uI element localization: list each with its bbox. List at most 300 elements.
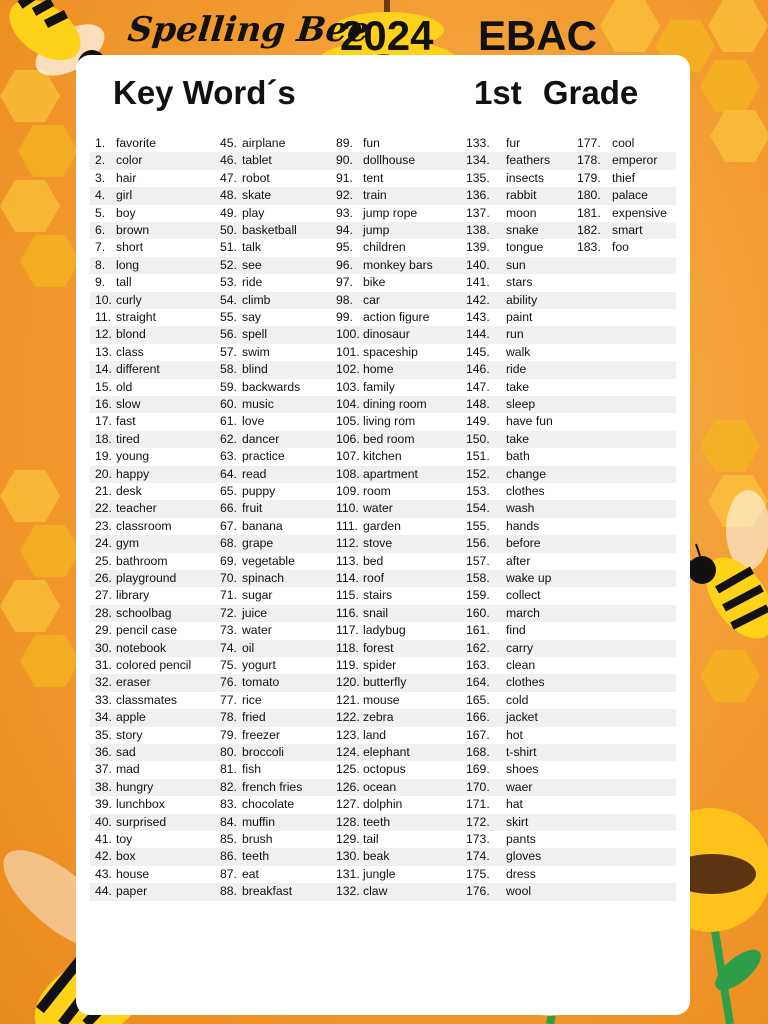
- word-number: 115.: [336, 588, 359, 603]
- word-number: 107.: [336, 449, 360, 464]
- word-text: talk: [242, 240, 261, 255]
- word-number: 100.: [336, 327, 360, 342]
- word-number: 126.: [336, 779, 360, 794]
- word-number: 140.: [466, 257, 490, 272]
- word-number: 3.: [95, 170, 106, 185]
- word-text: color: [116, 153, 143, 168]
- word-text: hot: [506, 727, 523, 742]
- word-text: house: [116, 866, 150, 881]
- word-number: 143.: [466, 310, 490, 324]
- word-text: oil: [242, 640, 255, 655]
- word-number: 89.: [336, 136, 353, 150]
- word-text: fried: [242, 710, 266, 725]
- word-number: 68.: [220, 536, 237, 551]
- word-number: 20.: [95, 466, 112, 481]
- word-text: climb: [242, 292, 271, 307]
- word-text: before: [506, 536, 541, 551]
- word-number: 47.: [220, 170, 237, 185]
- word-text: blond: [116, 327, 146, 342]
- word-text: sleep: [506, 397, 536, 411]
- word-number: 164.: [466, 675, 490, 690]
- word-text: smart: [612, 223, 643, 237]
- word-number: 66.: [220, 501, 237, 516]
- word-number: 67.: [220, 518, 237, 533]
- word-number: 133.: [466, 136, 490, 150]
- word-number: 167.: [466, 727, 490, 742]
- word-text: run: [506, 327, 524, 342]
- word-number: 32.: [95, 675, 112, 690]
- word-text: ability: [506, 292, 538, 307]
- word-number: 97.: [336, 275, 353, 290]
- word-text: swim: [242, 344, 270, 359]
- word-number: 28.: [95, 605, 112, 620]
- word-number: 163.: [466, 658, 490, 672]
- word-number: 95.: [336, 240, 353, 255]
- word-text: pencil case: [116, 623, 177, 638]
- word-text: robot: [242, 170, 270, 185]
- word-number: 120.: [336, 675, 360, 690]
- word-number: 141.: [466, 275, 490, 290]
- word-number: 128.: [336, 814, 360, 829]
- word-text: colored pencil: [116, 658, 192, 672]
- word-number: 65.: [220, 484, 237, 498]
- word-text: gym: [116, 536, 140, 551]
- word-text: skate: [242, 188, 272, 203]
- word-number: 7.: [95, 240, 106, 255]
- word-number: 24.: [95, 536, 112, 551]
- word-text: notebook: [116, 640, 167, 655]
- word-number: 63.: [220, 449, 237, 464]
- word-number: 131.: [336, 866, 360, 881]
- word-number: 76.: [220, 675, 237, 690]
- word-text: apple: [116, 710, 146, 725]
- word-text: land: [363, 727, 387, 742]
- word-text: take: [506, 379, 530, 394]
- word-number: 108.: [336, 466, 360, 481]
- word-number: 85.: [220, 832, 237, 846]
- word-text: curly: [116, 292, 142, 307]
- word-number: 124.: [336, 745, 360, 759]
- word-row: [90, 831, 676, 848]
- word-text: cold: [506, 692, 529, 707]
- word-text: feathers: [506, 153, 551, 168]
- word-number: 178.: [577, 153, 601, 168]
- word-text: yogurt: [242, 658, 276, 672]
- word-number: 34.: [95, 710, 112, 725]
- word-number: 146.: [466, 362, 490, 377]
- word-number: 86.: [220, 849, 237, 864]
- word-text: french fries: [242, 779, 303, 794]
- word-text: bathroom: [116, 553, 168, 568]
- word-number: 75.: [220, 658, 237, 672]
- word-number: 148.: [466, 397, 490, 411]
- word-text: apartment: [363, 466, 418, 481]
- word-text: schoolbag: [116, 605, 172, 620]
- word-text: fast: [116, 414, 136, 429]
- word-text: say: [242, 310, 261, 324]
- word-text: jump rope: [363, 205, 418, 220]
- word-text: emperor: [612, 153, 658, 168]
- word-text: ride: [242, 275, 263, 290]
- word-number: 62.: [220, 431, 237, 446]
- word-text: old: [116, 379, 133, 394]
- word-text: living rom: [363, 414, 416, 429]
- word-number: 94.: [336, 223, 353, 237]
- word-text: car: [363, 292, 380, 307]
- word-number: 125.: [336, 762, 360, 777]
- word-text: favorite: [116, 136, 156, 150]
- word-text: snail: [363, 605, 389, 620]
- word-number: 118.: [336, 640, 359, 655]
- word-text: broccoli: [242, 745, 284, 759]
- word-number: 60.: [220, 397, 237, 411]
- word-number: 17.: [95, 414, 112, 429]
- word-number: 123.: [336, 727, 360, 742]
- word-number: 37.: [95, 762, 112, 777]
- word-number: 73.: [220, 623, 237, 638]
- word-text: box: [116, 849, 136, 864]
- word-text: foo: [612, 240, 629, 255]
- word-number: 18.: [95, 431, 112, 446]
- word-text: sun: [506, 257, 526, 272]
- word-text: toy: [116, 832, 133, 846]
- word-number: 111.: [336, 518, 358, 533]
- word-text: mouse: [363, 692, 400, 707]
- word-text: hungry: [116, 779, 154, 794]
- word-text: waer: [506, 779, 533, 794]
- word-number: 106.: [336, 431, 360, 446]
- word-text: fruit: [242, 501, 263, 516]
- word-number: 179.: [577, 170, 601, 185]
- word-text: clean: [506, 658, 536, 672]
- word-text: tent: [363, 170, 384, 185]
- word-number: 57.: [220, 344, 237, 359]
- year-title: 2024: [340, 12, 434, 59]
- word-text: hands: [506, 518, 540, 533]
- word-number: 162.: [466, 640, 490, 655]
- word-text: water: [242, 623, 272, 638]
- word-number: 9.: [95, 275, 106, 290]
- word-text: find: [506, 623, 526, 638]
- word-number: 11.: [95, 310, 112, 324]
- word-number: 29.: [95, 623, 112, 638]
- word-text: home: [363, 362, 394, 377]
- word-number: 136.: [466, 188, 490, 203]
- word-number: 87.: [220, 866, 237, 881]
- word-text: tired: [116, 431, 140, 446]
- word-text: sugar: [242, 588, 273, 603]
- word-text: room: [363, 484, 391, 498]
- word-text: have fun: [506, 414, 553, 429]
- word-number: 15.: [95, 379, 112, 394]
- word-number: 173.: [466, 832, 490, 846]
- word-number: 31.: [95, 658, 112, 672]
- word-number: 105.: [336, 414, 360, 429]
- word-number: 84.: [220, 814, 237, 829]
- word-text: children: [363, 240, 406, 255]
- word-text: bed room: [363, 431, 415, 446]
- word-number: 13.: [95, 344, 112, 359]
- word-number: 91.: [336, 170, 353, 185]
- word-number: 81.: [220, 762, 237, 777]
- word-text: grape: [242, 536, 274, 551]
- word-text: brush: [242, 832, 273, 846]
- word-number: 16.: [95, 397, 112, 411]
- word-number: 54.: [220, 292, 237, 307]
- word-number: 25.: [95, 553, 112, 568]
- word-number: 121.: [336, 692, 360, 707]
- word-text: class: [116, 344, 144, 359]
- word-text: ride: [506, 362, 527, 377]
- word-number: 139.: [466, 240, 490, 255]
- word-number: 150.: [466, 431, 490, 446]
- word-number: 82.: [220, 779, 237, 794]
- word-text: teeth: [242, 849, 270, 864]
- word-number: 181.: [577, 205, 601, 220]
- word-number: 177.: [577, 136, 601, 150]
- word-text: take: [506, 431, 530, 446]
- word-number: 180.: [577, 188, 601, 203]
- word-text: elephant: [363, 745, 410, 759]
- word-number: 104.: [336, 397, 360, 411]
- word-number: 80.: [220, 745, 237, 759]
- word-number: 50.: [220, 223, 237, 237]
- spelling-bee-title: Spelling Bee: [125, 10, 372, 50]
- word-text: breakfast: [242, 884, 293, 899]
- word-number: 49.: [220, 205, 237, 220]
- word-text: chocolate: [242, 797, 295, 812]
- word-number: 64.: [220, 466, 237, 481]
- word-text: rice: [242, 692, 262, 707]
- word-text: dining room: [363, 397, 427, 411]
- word-text: playground: [116, 571, 177, 585]
- word-text: butterfly: [363, 675, 407, 690]
- word-text: wash: [506, 501, 535, 516]
- word-text: action figure: [363, 310, 430, 324]
- word-number: 145.: [466, 344, 490, 359]
- word-text: dinosaur: [363, 327, 410, 342]
- word-text: rabbit: [506, 188, 537, 203]
- word-text: fish: [242, 762, 261, 777]
- word-number: 77.: [220, 692, 237, 707]
- word-text: roof: [363, 571, 385, 585]
- word-number: 127.: [336, 797, 360, 812]
- word-text: hat: [506, 797, 523, 812]
- word-number: 52.: [220, 257, 237, 272]
- word-text: tablet: [242, 153, 272, 168]
- word-number: 90.: [336, 153, 353, 168]
- word-text: dancer: [242, 431, 280, 446]
- word-number: 1.: [95, 136, 106, 150]
- word-text: basketball: [242, 223, 297, 237]
- word-text: vegetable: [242, 553, 295, 568]
- word-number: 168.: [466, 745, 490, 759]
- word-number: 35.: [95, 727, 112, 742]
- word-number: 157.: [466, 553, 490, 568]
- word-text: wake up: [506, 571, 552, 585]
- word-text: skirt: [506, 814, 529, 829]
- word-text: blind: [242, 362, 268, 377]
- word-text: short: [116, 240, 144, 255]
- word-number: 182.: [577, 223, 601, 237]
- word-number: 71.: [220, 588, 237, 603]
- word-text: cool: [612, 136, 635, 150]
- word-number: 99.: [336, 310, 353, 324]
- word-number: 36.: [95, 745, 112, 759]
- word-number: 93.: [336, 205, 353, 220]
- word-text: juice: [242, 605, 268, 620]
- word-number: 61.: [220, 414, 237, 429]
- word-number: 152.: [466, 466, 490, 481]
- word-number: 46.: [220, 153, 237, 168]
- word-text: march: [506, 605, 540, 620]
- word-text: eat: [242, 866, 259, 881]
- word-number: 149.: [466, 414, 490, 429]
- word-text: lunchbox: [116, 797, 165, 812]
- word-number: 23.: [95, 518, 112, 533]
- word-text: pants: [506, 832, 536, 846]
- word-number: 176.: [466, 884, 490, 899]
- word-text: moon: [506, 205, 537, 220]
- word-text: puppy: [242, 484, 276, 498]
- word-number: 51.: [220, 240, 237, 255]
- word-text: stairs: [363, 588, 393, 603]
- word-text: paint: [506, 310, 533, 324]
- word-text: long: [116, 257, 140, 272]
- word-number: 113.: [336, 553, 359, 568]
- word-text: practice: [242, 449, 285, 464]
- word-text: eraser: [116, 675, 151, 690]
- word-text: ladybug: [363, 623, 406, 638]
- word-text: dolphin: [363, 797, 403, 812]
- word-text: see: [242, 257, 262, 272]
- word-text: train: [363, 188, 387, 203]
- word-number: 171.: [466, 797, 490, 812]
- word-number: 134.: [466, 153, 490, 168]
- word-text: after: [506, 553, 531, 568]
- word-number: 88.: [220, 884, 237, 899]
- word-text: jungle: [363, 866, 396, 881]
- word-text: family: [363, 379, 395, 394]
- word-text: stove: [363, 536, 393, 551]
- word-text: expensive: [612, 205, 667, 220]
- word-text: zebra: [363, 710, 394, 725]
- word-number: 78.: [220, 710, 237, 725]
- word-number: 155.: [466, 518, 490, 533]
- word-number: 119.: [336, 658, 359, 672]
- word-text: classroom: [116, 518, 172, 533]
- word-number: 103.: [336, 379, 360, 394]
- word-number: 30.: [95, 640, 112, 655]
- word-number: 8.: [95, 257, 106, 272]
- word-number: 102.: [336, 362, 360, 377]
- word-number: 116.: [336, 605, 359, 620]
- word-number: 144.: [466, 327, 490, 342]
- word-text: different: [116, 362, 160, 377]
- word-text: tongue: [506, 240, 544, 255]
- word-text: water: [363, 501, 393, 516]
- word-text: tomato: [242, 675, 280, 690]
- word-text: gloves: [506, 849, 542, 864]
- word-number: 160.: [466, 605, 490, 620]
- word-number: 172.: [466, 814, 490, 829]
- word-text: desk: [116, 484, 142, 498]
- word-number: 158.: [466, 571, 490, 585]
- word-text: spaceship: [363, 344, 418, 359]
- word-text: love: [242, 414, 265, 429]
- word-number: 170.: [466, 779, 490, 794]
- word-number: 2.: [95, 153, 106, 168]
- word-text: bath: [506, 449, 530, 464]
- word-text: backwards: [242, 379, 301, 394]
- word-number: 72.: [220, 605, 237, 620]
- word-text: octopus: [363, 762, 406, 777]
- word-text: monkey bars: [363, 257, 433, 272]
- word-number: 154.: [466, 501, 490, 516]
- word-text: slow: [116, 397, 141, 411]
- word-text: story: [116, 727, 143, 742]
- word-number: 26.: [95, 571, 112, 585]
- word-number: 92.: [336, 188, 353, 203]
- word-text: girl: [116, 188, 133, 203]
- word-text: change: [506, 466, 546, 481]
- word-number: 130.: [336, 849, 360, 864]
- word-number: 117.: [336, 623, 359, 638]
- word-text: freezer: [242, 727, 280, 742]
- word-text: snake: [506, 223, 539, 237]
- word-number: 48.: [220, 188, 237, 203]
- word-text: mad: [116, 762, 140, 777]
- word-number: 138.: [466, 223, 490, 237]
- word-number: 137.: [466, 205, 490, 220]
- word-number: 41.: [95, 832, 112, 846]
- word-number: 12.: [95, 327, 112, 342]
- word-number: 83.: [220, 797, 237, 812]
- word-number: 55.: [220, 310, 237, 324]
- word-number: 42.: [95, 849, 112, 864]
- key-words-heading: Key Word´s: [113, 74, 296, 111]
- word-text: jacket: [506, 710, 538, 725]
- word-number: 166.: [466, 710, 490, 725]
- word-text: clothes: [506, 675, 545, 690]
- word-number: 43.: [95, 866, 112, 881]
- word-row: [90, 292, 676, 309]
- word-text: muffin: [242, 814, 275, 829]
- word-text: happy: [116, 466, 150, 481]
- word-text: kitchen: [363, 449, 402, 464]
- word-number: 40.: [95, 814, 112, 829]
- word-text: t-shirt: [506, 745, 537, 759]
- word-number: 96.: [336, 257, 353, 272]
- word-number: 5.: [95, 205, 106, 220]
- word-text: dollhouse: [363, 153, 416, 168]
- word-number: 14.: [95, 362, 112, 377]
- word-number: 39.: [95, 797, 112, 812]
- word-number: 132.: [336, 884, 360, 899]
- word-text: classmates: [116, 692, 177, 707]
- word-text: ocean: [363, 779, 397, 794]
- word-text: insects: [506, 170, 544, 185]
- word-number: 19.: [95, 449, 112, 464]
- word-number: 114.: [336, 571, 359, 585]
- word-number: 109.: [336, 484, 360, 498]
- word-text: jump: [363, 223, 390, 237]
- word-text: boy: [116, 205, 136, 220]
- word-text: airplane: [242, 136, 286, 150]
- word-number: 79.: [220, 727, 237, 742]
- word-number: 58.: [220, 362, 237, 377]
- word-text: tall: [116, 275, 132, 290]
